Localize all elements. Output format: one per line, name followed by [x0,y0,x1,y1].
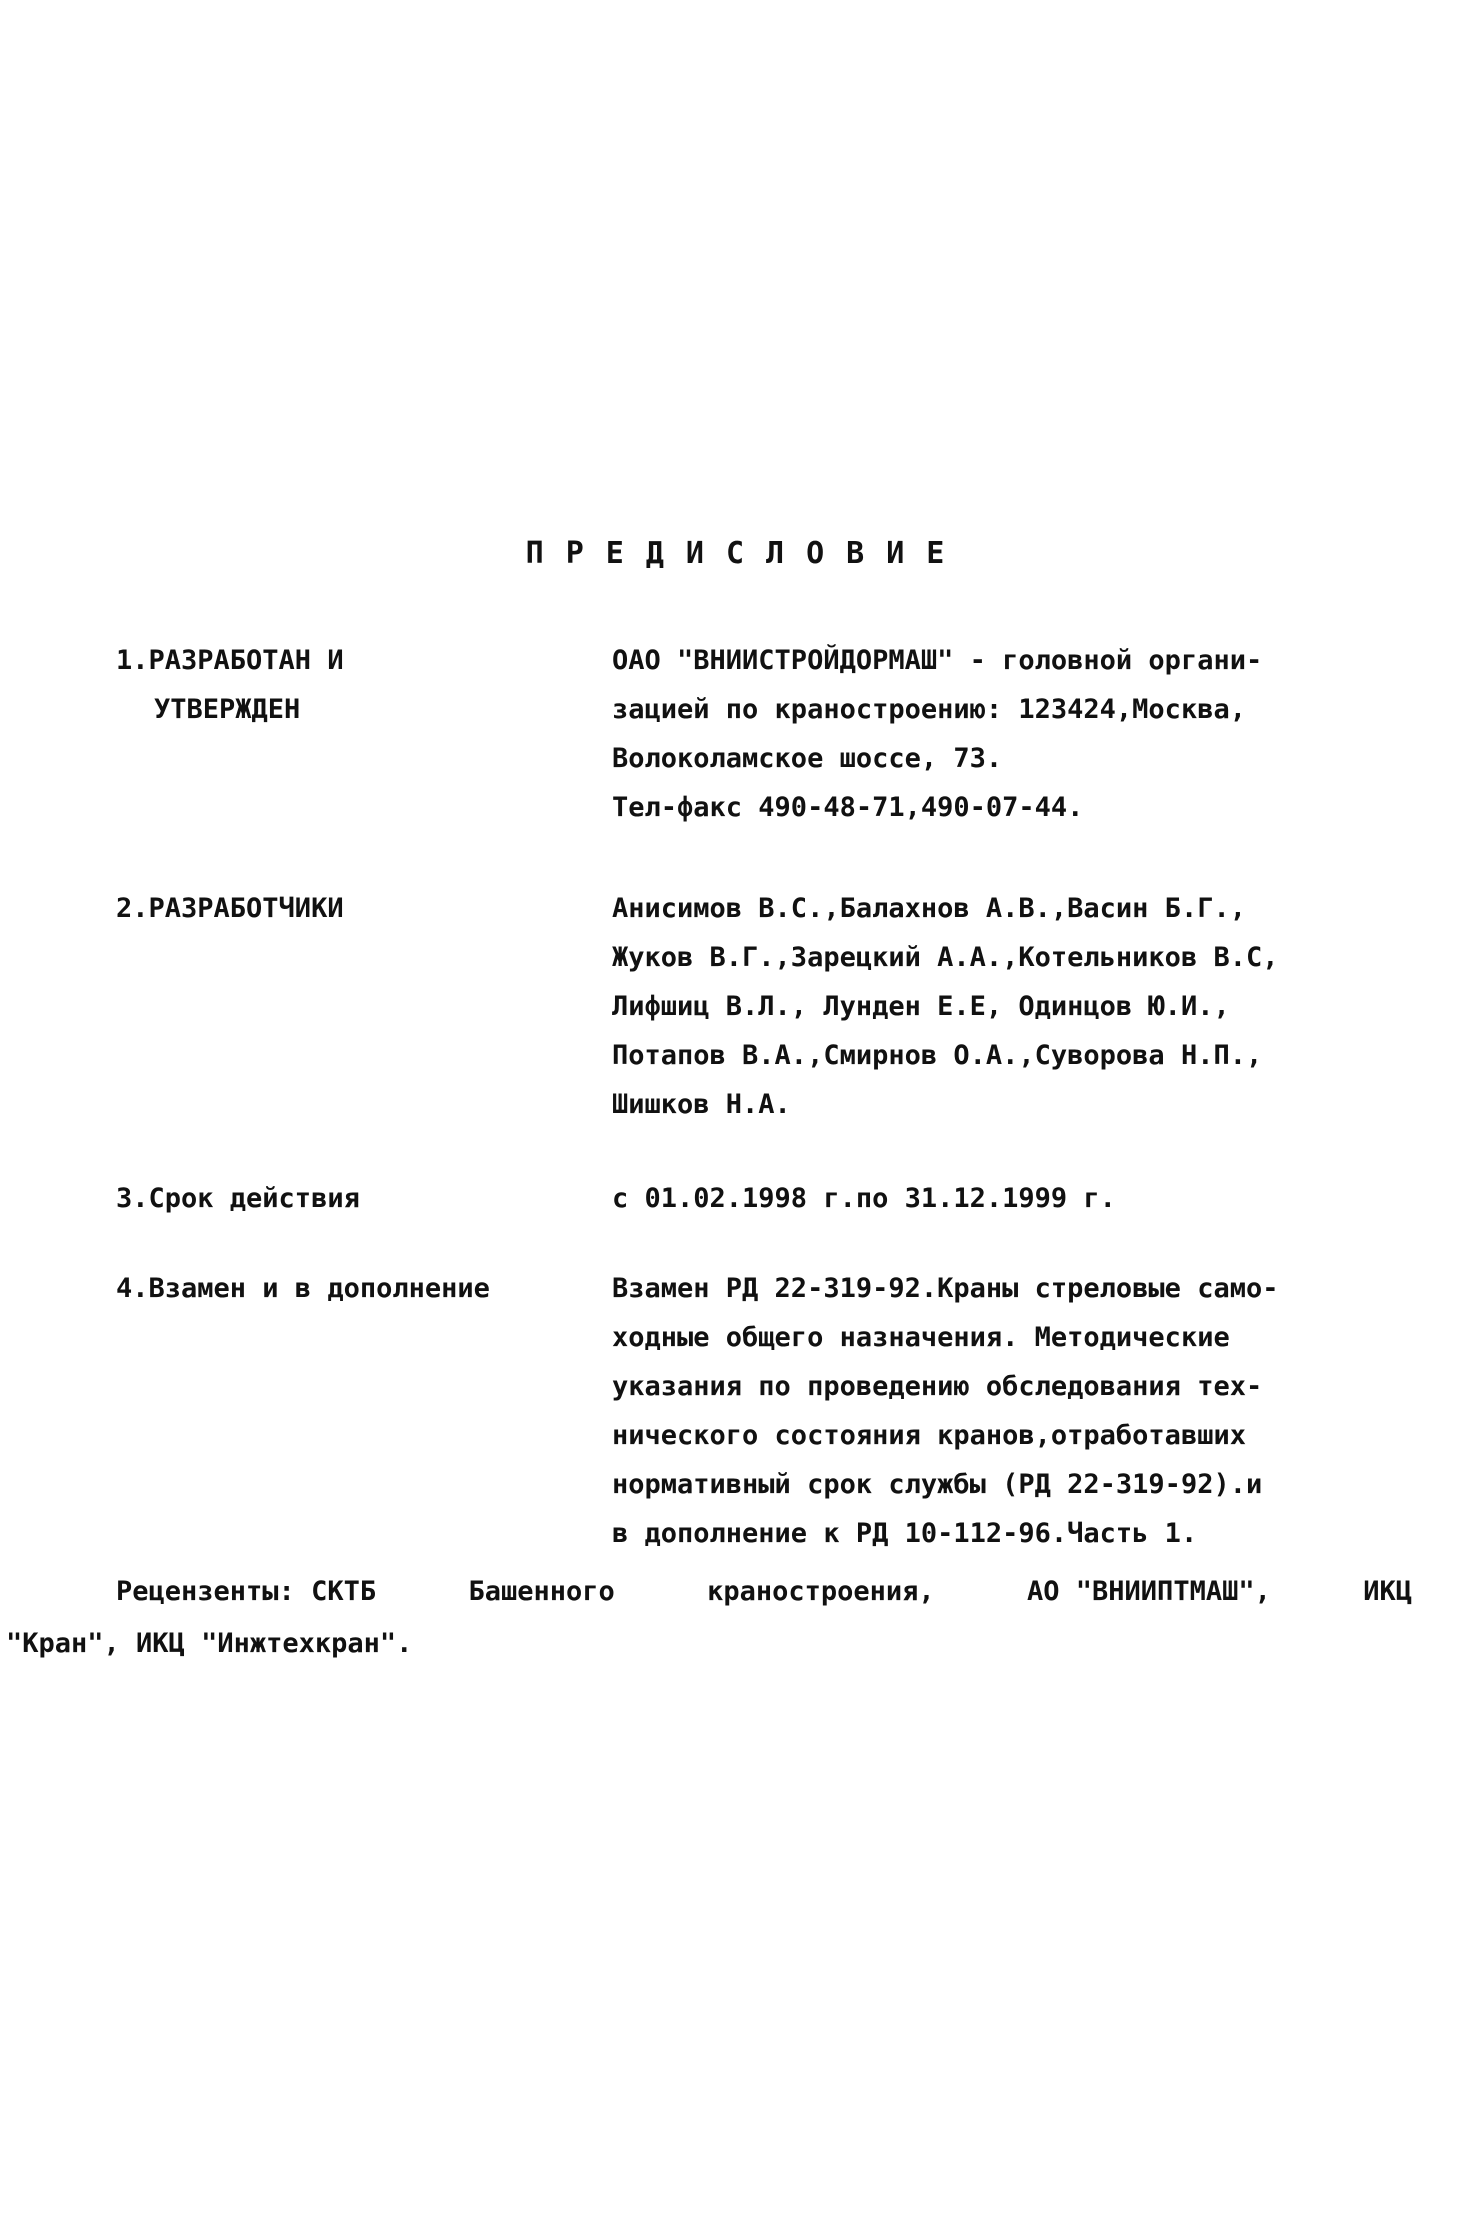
value-line: Лифшиц В.Л., Лунден Е.Е, Одинцов Ю.И., [612,991,1230,1022]
value-line: Тел-факс 490-48-71,490-07-44. [612,792,1084,823]
value-line: ходные общего назначения. Методические [612,1322,1230,1353]
label-line: 2.РАЗРАБОТЧИКИ [116,893,344,924]
value-line: ОАО "ВНИИСТРОЙДОРМАШ" - головной органи- [612,645,1263,676]
value-line: в дополнение к РД 10-112-96.Часть 1. [612,1518,1198,1549]
reviewers-line [116,1566,1412,1618]
value-line: с 01.02.1998 г.по 31.12.1999 г. [612,1183,1116,1214]
label-line: УТВЕРЖДЕН [154,694,301,725]
reviewers-paragraph [6,1566,1412,1670]
label-line: 1.РАЗРАБОТАН И [116,645,344,676]
section-label [116,636,344,734]
label-line: 3.Срок действия [116,1183,360,1214]
section-value [612,636,1412,832]
reviewers-line: "Кран", ИКЦ "Инжтехкран". [6,1628,413,1659]
reviewers-word: краностроения, [707,1576,935,1607]
value-line: Взамен РД 22-319-92.Краны стреловые само- [612,1273,1279,1304]
value-line: нормативный срок службы (РД 22-319-92).и [612,1469,1263,1500]
reviewers-word: АО "ВНИИПТМАШ", [1027,1576,1271,1607]
section-label [116,1264,490,1313]
reviewers-word: Башенного [468,1576,615,1607]
section-value [612,884,1412,1129]
label-line: 4.Взамен и в дополнение [116,1273,490,1304]
section-value [612,1264,1412,1558]
section-label [116,1174,360,1223]
value-line: Волоколамское шоссе, 73. [612,743,1003,774]
value-line: Анисимов В.С.,Балахнов А.В.,Васин Б.Г., [612,893,1246,924]
reviewers-word: ИКЦ [1363,1576,1412,1607]
section-label [116,884,344,933]
value-line: Шишков Н.А. [612,1089,791,1120]
value-line: Жуков В.Г.,Зарецкий А.А.,Котельников В.С, [612,942,1279,973]
value-line: зацией по краностроению: 123424,Москва, [612,694,1246,725]
value-line: указания по проведению обследования тех- [612,1371,1263,1402]
section-value [612,1174,1412,1223]
value-line: нического состояния кранов,отработавших [612,1420,1246,1451]
document-title: ПРЕДИСЛОВИЕ [525,536,967,571]
value-line: Потапов В.А.,Смирнов О.А.,Суворова Н.П., [612,1040,1263,1071]
reviewers-word: Рецензенты: СКТБ [116,1576,377,1607]
